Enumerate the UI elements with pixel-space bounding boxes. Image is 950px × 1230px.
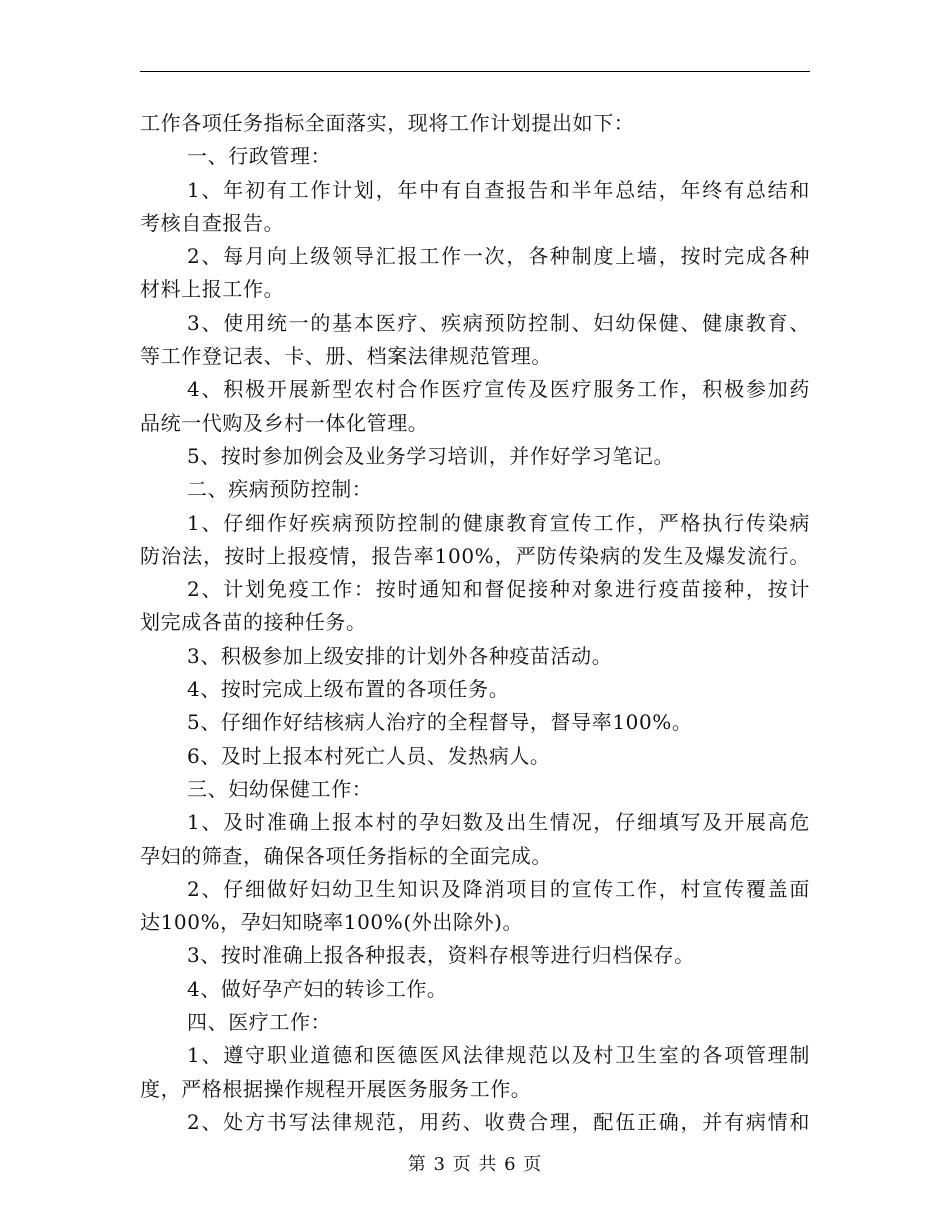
text-line: 4、积极开展新型农村合作医疗宣传及医疗服务工作，积极参加药 (187, 377, 810, 402)
text-line: 1、仔细作好疾病预防控制的健康教育宣传工作，严格执行传染病 (187, 510, 810, 535)
text-line: 工作各项任务指标全面落实，现将工作计划提出如下： (140, 111, 635, 135)
text-line: 度，严格根据操作规程开展医务服务工作。 (140, 1076, 532, 1101)
text-line: 四、医疗工作： (187, 1010, 332, 1035)
text-line: 5、仔细作好结核病人治疗的全程督导，督导率100%。 (187, 710, 693, 735)
text-line: 3、积极参加上级安排的计划外各种疫苗活动。 (187, 643, 613, 668)
text-line: 二、疾病预防控制： (187, 477, 373, 502)
text-line: 考核自查报告。 (140, 210, 285, 235)
text-line: 品统一代购及乡村一体化管理。 (140, 410, 429, 435)
text-line: 材料上报工作。 (140, 277, 285, 302)
text-line: 三、妇幼保健工作： (187, 776, 373, 801)
text-line: 划完成各苗的接种任务。 (140, 610, 367, 635)
text-line: 1、遵守职业道德和医德医风法律规范以及村卫生室的各项管理制 (187, 1043, 810, 1068)
text-line: 6、及时上报本村死亡人员、发热病人。 (187, 743, 551, 768)
text-line: 4、按时完成上级布置的各项任务。 (187, 677, 510, 702)
page-footer: 第 3 页 共 6 页 (407, 1154, 543, 1175)
text-line: 1、及时准确上报本村的孕妇数及出生情况，仔细填写及开展高危 (187, 810, 810, 835)
text-line: 2、仔细做好妇幼卫生知识及降消项目的宣传工作，村宣传覆盖面 (187, 876, 810, 901)
text-line: 一、行政管理： (187, 144, 332, 169)
text-line: 5、按时参加例会及业务学习培训，并作好学习笔记。 (187, 443, 675, 468)
text-line: 达100%，孕妇知晓率100%(外出除外)。 (140, 910, 524, 935)
header-rule (140, 71, 810, 72)
text-line: 2、每月向上级领导汇报工作一次，各种制度上墙，按时完成各种 (187, 244, 810, 269)
text-line: 3、按时准确上报各种报表，资料存根等进行归档保存。 (187, 943, 695, 968)
text-line: 防治法，按时上报疫情，报告率100%，严防传染病的发生及爆发流行。 (140, 543, 810, 568)
text-line: 3、使用统一的基本医疗、疾病预防控制、妇幼保健、健康教育、 (187, 310, 810, 335)
text-line: 4、做好孕产妇的转诊工作。 (187, 976, 448, 1001)
text-line: 孕妇的筛查，确保各项任务指标的全面完成。 (140, 843, 552, 868)
text-line: 2、计划免疫工作：按时通知和督促接种对象进行疫苗接种，按计 (187, 577, 810, 602)
text-line: 2、处方书写法律规范，用药、收费合理，配伍正确，并有病情和 (187, 1109, 810, 1134)
text-line: 1、年初有工作计划，年中有自查报告和半年总结，年终有总结和 (187, 177, 810, 202)
document-body (140, 107, 812, 1139)
text-line: 等工作登记表、卡、册、档案法律规范管理。 (140, 344, 552, 369)
